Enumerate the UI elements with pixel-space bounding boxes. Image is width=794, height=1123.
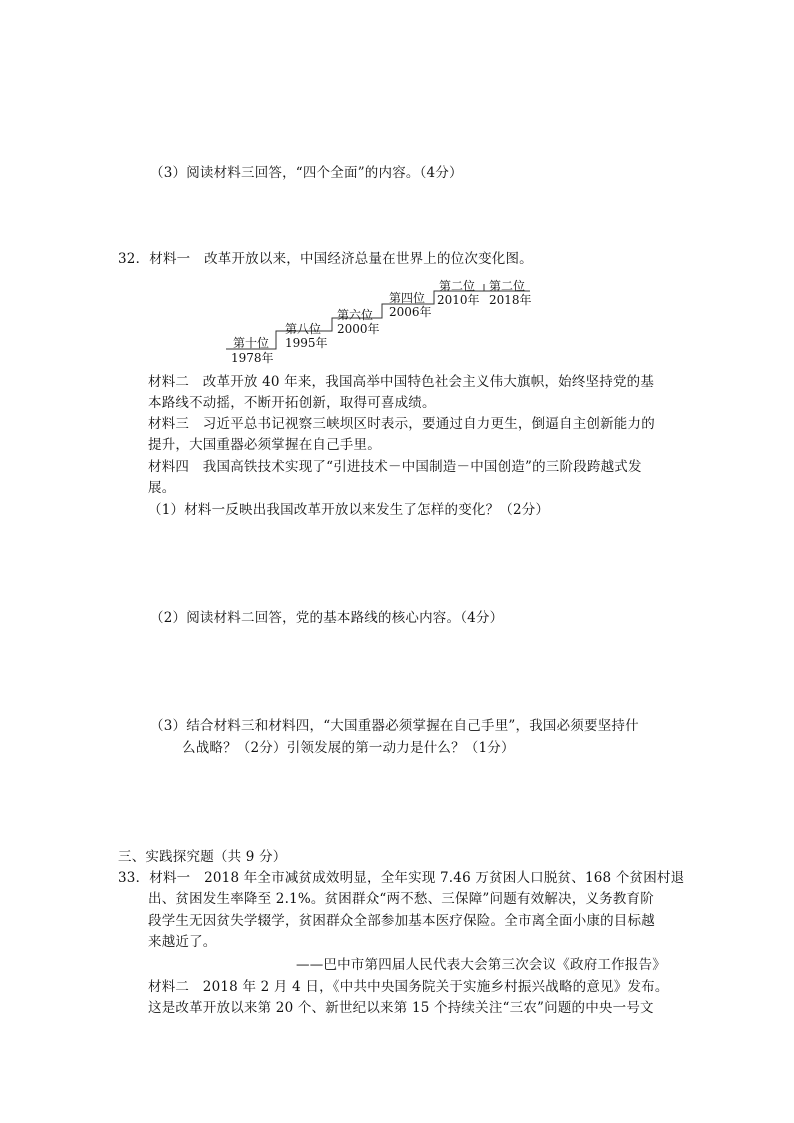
step-rank-5: 第二位 (439, 279, 476, 293)
material-3-line-1: 材料三 习近平总书记视察三峡坝区时表示，要通过自力更生，倒逼自主创新能力的 (148, 416, 655, 432)
material-2-line-1: 材料二 改革开放 40 年来，我国高举中国特色社会主义伟大旗帜，始终坚持党的基 (148, 374, 655, 390)
question-33-material-2-line-1: 材料二 2018 年 2 月 4 日，《中共中央国务院关于实施乡村振兴战略的意见》发布。 (148, 979, 669, 995)
section-3-title: 三、实践探究题（共 9 分） (118, 849, 287, 865)
question-32-heading: 32．材料一 改革开放以来，中国经济总量在世界上的位次变化图。 (118, 251, 533, 267)
step-line (226, 291, 530, 349)
step-rank-3: 第六位 (337, 308, 374, 322)
step-rank-2: 第八位 (285, 322, 322, 336)
question-33-line-3: 段学生无因贫失学辍学，贫困群众全部参加基本医疗保险。全市离全面小康的目标越 (148, 913, 655, 929)
material-4-line-1: 材料四 我国高铁技术实现了“引进技术－中国制造－中国创造”的三阶段跨越式发 (148, 459, 642, 475)
step-rank-1: 第十位 (233, 336, 270, 350)
material-4-line-2: 展。 (148, 480, 176, 496)
source-citation: ——巴中市第四届人民代表大会第三次会议《政府工作报告》 (296, 957, 666, 973)
step-year-5: 2010年 (437, 293, 480, 307)
material-2-line-2: 本路线不动摇，不断开拓创新，取得可喜成绩。 (148, 395, 436, 411)
question-31-3: （3）阅读材料三回答，“四个全面”的内容。（4分） (150, 165, 463, 181)
step-rank-6: 第二位 (489, 279, 526, 293)
step-year-1: 1978年 (231, 351, 274, 365)
question-33-line-4: 来越近了。 (148, 934, 217, 950)
question-32-3-line-2: 么战略？（2分）引领发展的第一动力是什么？（1分） (182, 740, 515, 756)
material-3-line-2: 提升，大国重器必须掌握在自己手里。 (148, 437, 381, 453)
question-33-line-2: 出、贫困发生率降至 2.1%。贫困群众“两不愁、三保障”问题有效解决，义务教育阶 (148, 891, 654, 907)
step-year-6: 2018年 (489, 293, 532, 307)
step-year-2: 1995年 (285, 336, 328, 350)
question-32-2: （2）阅读材料二回答，党的基本路线的核心内容。（4分） (150, 610, 504, 626)
step-year-4: 2006年 (389, 305, 432, 319)
question-32-3-line-1: （3）结合材料三和材料四，“大国重器必须掌握在自己手里”，我国必须要坚持什 (150, 718, 639, 734)
question-33-line-1: 33．材料一 2018 年全市减贫成效明显，全年实现 7.46 万贫困人口脱贫、168 个贫困村退 (118, 870, 685, 886)
step-year-3: 2000年 (337, 322, 380, 336)
question-33-material-2-line-2: 这是改革开放以来第 20 个、新世纪以来第 15 个持续关注“三农”问题的中央一号文 (148, 1000, 654, 1016)
step-rank-4: 第四位 (389, 291, 426, 305)
question-32-1: （1）材料一反映出我国改革开放以来发生了怎样的变化？（2分） (148, 502, 550, 518)
